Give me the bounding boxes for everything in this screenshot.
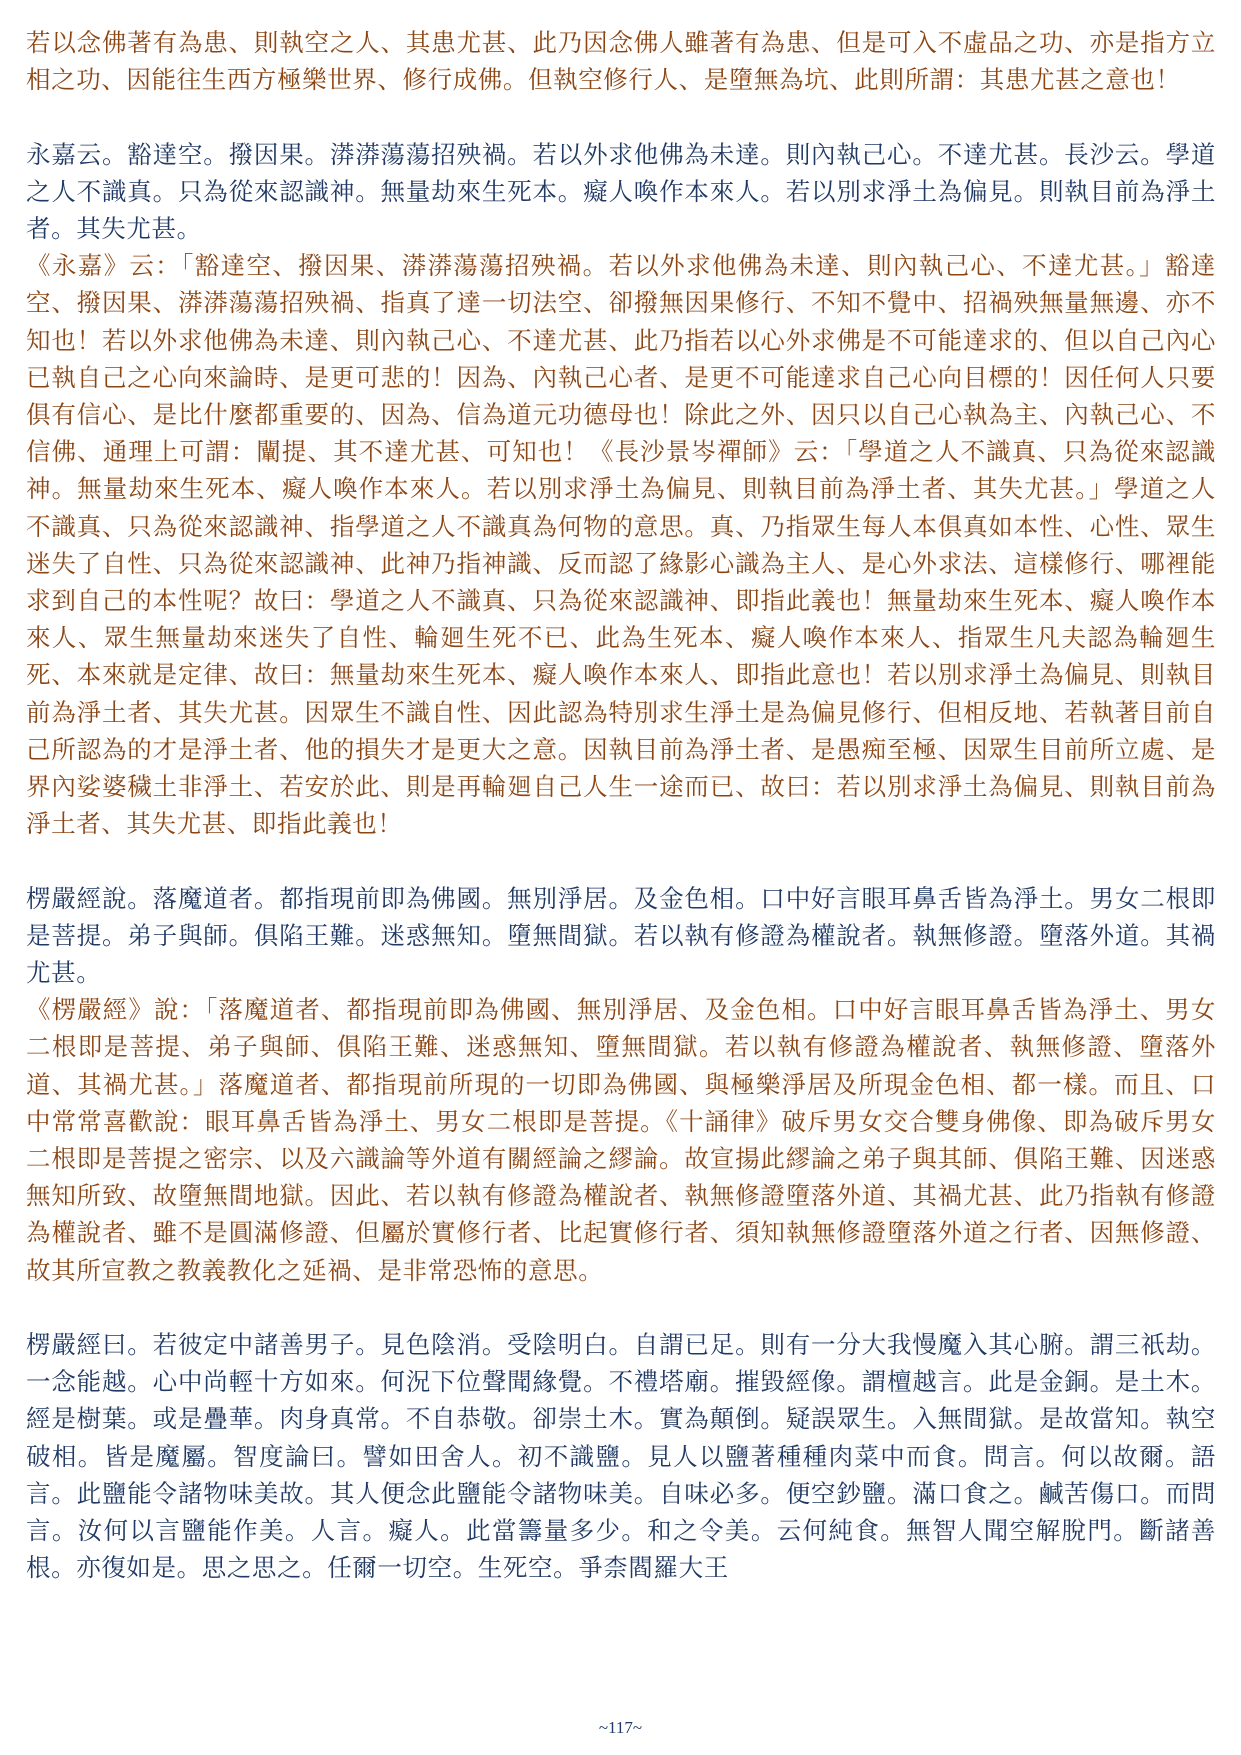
commentary-paragraph-1: 若以念佛著有為患、則執空之人、其患尤甚、此乃因念佛人雖著有為患、但是可入不虛品之功、亦是指方立相之功、因能往生西方極樂世界、修行成佛。但執空修行人、是墮無為坑、此則所謂：其患尤甚之意也！ [26, 28, 1216, 95]
scripture-paragraph-yongjia: 永嘉云。豁達空。撥因果。漭漭蕩蕩招殃禍。若以外求他佛為未達。則內執己心。不達尤甚。長沙云。學道之人不識真。只為從來認識神。無量劫來生死本。癡人喚作本來人。若以別求淨土為偏見。則執目前為淨土者。其失尤甚。 [26, 139, 1216, 243]
page-number: ~117~ [598, 1718, 643, 1737]
paragraph-spacer [26, 1289, 1216, 1326]
scripture-paragraph-surangama-2: 楞嚴經曰。若彼定中諸善男子。見色陰消。受陰明白。自謂已足。則有一分大我慢魔入其心腑。謂三祇劫。一念能越。心中尚輕十方如來。何況下位聲聞緣覺。不禮塔廟。摧毀經像。謂檀越言。此是金銅。是土木。經是樹葉。或是疊華。肉身真常。不自恭敬。卻崇土木。實為顛倒。疑誤眾生。入無間獄。是故當知。執空破相。皆是魔屬。智度論曰。譬如田舍人。初不識鹽。見人以鹽著種種肉菜中而食。問言。何以故爾。語言。此鹽能令諸物味美故。其人便念此鹽能令諸物味美。自味必多。便空鈔鹽。滿口食之。鹹苦傷口。而問言。汝何以言鹽能作美。人言。癡人。此當籌量多少。和之令美。云何純食。無智人聞空解脫門。斷諸善根。亦復如是。思之思之。任爾一切空。生死空。爭柰閻羅大王 [26, 1330, 1216, 1583]
document-body [26, 24, 1216, 1586]
commentary-paragraph-surangama: 《楞嚴經》說：「落魔道者、都指現前即為佛國、無別淨居、及金色相。口中好言眼耳鼻舌皆為淨土、男女二根即是菩提、弟子與師、俱陷王難、迷惑無知、墮無間獄。若以執有修證為權說者、執無修證、墮落外道、其禍尤甚。」落魔道者、都指現前所現的一切即為佛國、與極樂淨居及所現金色相、都一樣。而且、口中常常喜歡說：眼耳鼻舌皆為淨土、男女二根即是菩提。《十誦律》破斥男女交合雙身佛像、即為破斥男女二根即是菩提之密宗、以及六識論等外道有關經論之繆論。故宣揚此繆論之弟子與其師、俱陷王難、因迷惑無知所致、故墮無間地獄。因此、若以執有修證為權說者、執無修證墮落外道、其禍尤甚、此乃指執有修證為權說者、雖不是圓滿修證、但屬於實修行者、比起實修行者、須知執無修證墮落外道之行者、因無修證、故其所宣教之教義教化之延禍、是非常恐怖的意思。 [26, 995, 1216, 1285]
scripture-paragraph-surangama-1: 楞嚴經說。落魔道者。都指現前即為佛國。無別淨居。及金色相。口中好言眼耳鼻舌皆為淨土。男女二根即是菩提。弟子與師。俱陷王難。迷惑無知。墮無間獄。若以執有修證為權說者。執無修證。墮落外道。其禍尤甚。 [26, 883, 1216, 988]
paragraph-spacer [26, 842, 1216, 879]
commentary-paragraph-yongjia: 《永嘉》云：「豁達空、撥因果、漭漭蕩蕩招殃禍。若以外求他佛為未達、則內執己心、不達尤甚。」豁達空、撥因果、漭漭蕩蕩招殃禍、指真了達一切法空、卻撥無因果修行、不知不覺中、招禍殃無量無邊、亦不知也！若以外求他佛為未達、則內執己心、不達尤甚、此乃指若以心外求佛是不可能達求的、但以自己內心已執自己之心向來論時、是更可悲的！因為、內執己心者、是更不可能達求自己心向目標的！因任何人只要俱有信心、是比什麼都重要的、因為、信為道元功德母也！除此之外、因只以自己心執為主、內執己心、不信佛、通理上可謂：闡提、其不達尤甚、可知也！《長沙景岑禪師》云：「學道之人不識真、只為從來認識神。無量劫來生死本、癡人喚作本來人。若以別求淨土為偏見、則執目前為淨土者、其失尤甚。」學道之人不識真、只為從來認識神、指學道之人不識真為何物的意思。真、乃指眾生每人本俱真如本性、心性、眾生迷失了自性、只為從來認識神、此神乃指神識、反而認了緣影心識為主人、是心外求法、這樣修行、哪裡能求到自己的本性呢？故曰：學道之人不識真、只為從來認識神、即指此義也！無量劫來生死本、癡人喚作本來人、眾生無量劫來迷失了自性、輪廻生死不已、此為生死本、癡人喚作本來人、指眾生凡夫認為輪廻生死、本來就是定律、故曰：無量劫來生死本、癡人喚作本來人、即指此意也！若以別求淨土為偏見、則執目前為淨土者、其失尤甚。因眾生不識自性、因此認為特別求生淨土是為偏見修行、但相反地、若執著目前自己所認為的才是淨土者、他的損失才是更大之意。因執目前為淨土者、是愚痴至極、因眾生目前所立處、是界內娑婆穢土非淨土、若安於此、則是再輪廻自己人生一途而已、故曰：若以別求淨土為偏見、則執目前為淨土者、其失尤甚、即指此義也！ [26, 251, 1216, 839]
paragraph-spacer [26, 98, 1216, 135]
